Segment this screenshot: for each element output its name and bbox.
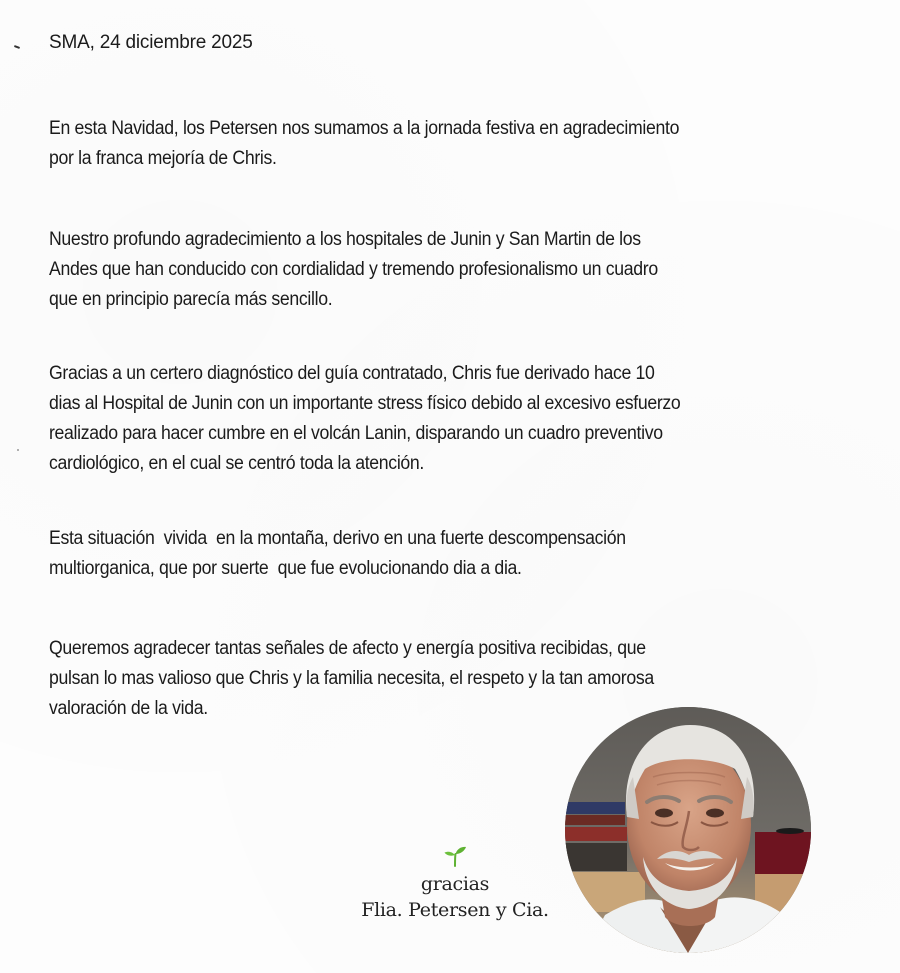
paragraph-line: En esta Navidad, los Petersen nos sumamos a la jornada festiva en agradecimiento — [49, 118, 680, 139]
paragraph-christmas — [49, 114, 812, 174]
signature-thanks: gracias — [420, 873, 490, 895]
signature-name: Flia. Petersen y Cia. — [361, 899, 549, 921]
portrait-illustration — [565, 707, 811, 953]
paragraph-line: Andes que han conducido con cordialidad y tremendo profesionalismo un cuadro — [49, 259, 658, 280]
paragraph-line: por la franca mejoría de Chris. — [49, 148, 277, 169]
paragraph-diagnosis — [49, 359, 812, 479]
paragraph-hospitals — [49, 225, 812, 315]
paragraph-line: realizado para hacer cumbre en el volcán Lanin, disparando un cuadro preventivo — [49, 423, 663, 444]
paragraph-line: multiorganica, que por suerte que fue evolucionando dia a dia. — [49, 558, 522, 579]
paragraph-line: pulsan lo mas valioso que Chris y la familia necesita, el respeto y la tan amorosa — [49, 668, 654, 689]
sprout-icon — [442, 845, 468, 867]
paragraph-line: Queremos agradecer tantas señales de afecto y energía positiva recibidas, que — [49, 638, 646, 659]
paragraph-line: que en principio parecía más sencillo. — [49, 289, 333, 310]
paragraph-line: Nuestro profundo agradecimiento a los hospitales de Junin y San Martin de los — [49, 229, 641, 250]
scan-speck — [17, 449, 19, 451]
paragraph-line: valoración de la vida. — [49, 698, 208, 719]
paragraph-line: Gracias a un certero diagnóstico del guía contratado, Chris fue derivado hace 10 — [49, 363, 655, 384]
scan-mark — [14, 45, 20, 49]
paragraph-line: cardiológico, en el cual se centró toda la atención. — [49, 453, 425, 474]
paragraph-line: dias al Hospital de Junin con un importante stress físico debido al excesivo esfuerzo — [49, 393, 681, 414]
signature-block — [330, 845, 580, 923]
portrait-photo — [565, 707, 811, 953]
paragraph-situation — [49, 524, 812, 584]
letter-date: SMA, 24 diciembre 2025 — [49, 32, 253, 53]
paragraph-line: Esta situación vivida en la montaña, derivo en una fuerte descompensación — [49, 528, 626, 549]
